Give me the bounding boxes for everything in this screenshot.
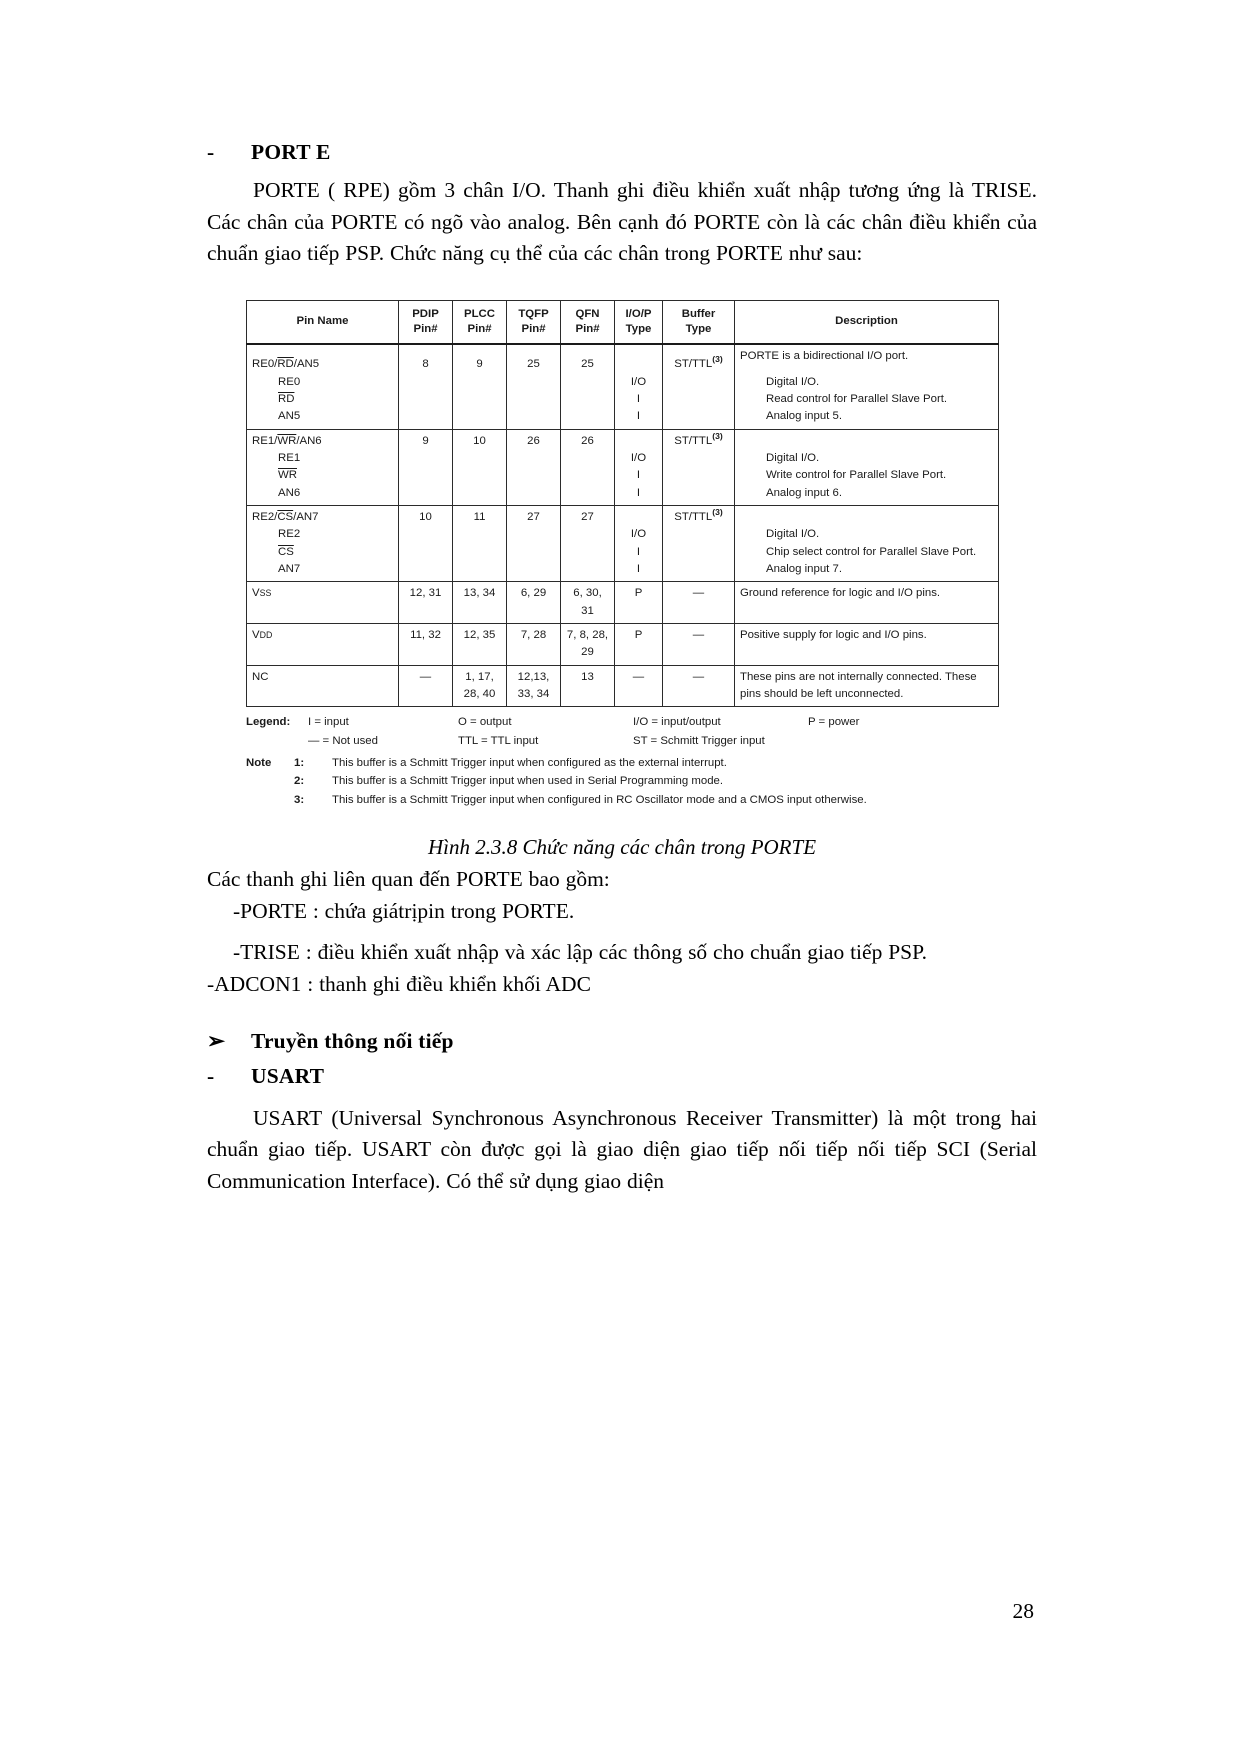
cell-description: Ground reference for logic and I/O pins.: [735, 582, 999, 624]
legend-line-2: [246, 732, 998, 750]
legend-label: Legend:: [246, 716, 291, 729]
legend-line-1: [246, 713, 998, 731]
col-header-plcc: PLCC Pin#: [453, 300, 507, 344]
legend-ttl: TTL = TTL input: [458, 734, 539, 747]
pin-name-primary-re1: $RE1/\overline{WR}/AN6$: [252, 434, 322, 447]
cell-qfn: 6, 30, 31: [561, 582, 615, 624]
table-legend: [246, 713, 998, 750]
arrow-bullet-icon: ➢: [207, 1028, 226, 1053]
cell-qfn: 25: [561, 344, 615, 429]
cell-io-type: —: [615, 665, 663, 707]
table-row: [247, 429, 999, 505]
cell-pdip: —: [399, 665, 453, 707]
col-header-pdip: PDIP Pin#: [399, 300, 453, 344]
heading-usart-label: USART: [251, 1063, 325, 1088]
pin-name-sub-wr: $\overline{WR}$: [278, 469, 297, 482]
cell-buffer-type: —: [663, 665, 735, 707]
cell-io-type: I/O I I: [615, 429, 663, 505]
cell-pdip: 8: [399, 344, 453, 429]
cell-description: Digital I/O. Chip select control for Parallel Slave Port. Analog input 7.: [735, 506, 999, 582]
cell-description: PORTE is a bidirectional I/O port. Digital I/O. Read control for Parallel Slave Port. Analog input 5.: [735, 344, 999, 429]
pin-name-primary-re2: $RE2/\overline{CS}/AN7$: [252, 511, 319, 524]
heading-port-e-label: PORT E: [251, 140, 331, 164]
porte-pin-table: [246, 300, 999, 708]
legend-label-spacer: [246, 732, 308, 750]
col-header-description: Description: [735, 300, 999, 344]
note-text: This buffer is a Schmitt Trigger input when configured in RC Oscillator mode and a CMOS input otherwise.: [332, 793, 867, 806]
table-row: [247, 582, 999, 624]
legend-st: ST = Schmitt Trigger input: [633, 734, 765, 747]
col-header-tqfp: TQFP Pin#: [507, 300, 561, 344]
legend-blank: [808, 732, 998, 750]
cell-pin-name-re2: [247, 506, 399, 582]
page-content: [207, 140, 1037, 1197]
note-item: [246, 754, 998, 772]
cell-tqfp: 7, 28: [507, 624, 561, 666]
table-row: [247, 344, 999, 429]
heading-dash-marker-usart: -: [207, 1063, 215, 1088]
cell-buffer-type: ST/TTL$^{(3)}$: [663, 429, 735, 505]
cell-tqfp: 6, 29: [507, 582, 561, 624]
cell-tqfp: 25: [507, 344, 561, 429]
cell-qfn: 7, 8, 28, 29: [561, 624, 615, 666]
table-header-row: [247, 300, 999, 344]
heading-serial-label: Truyền thông nối tiếp: [251, 1028, 454, 1053]
cell-tqfp: 27: [507, 506, 561, 582]
note-number: 2:: [294, 775, 305, 788]
col-header-buffer-type: Buffer Type: [663, 300, 735, 344]
cell-io-type: P: [615, 624, 663, 666]
figure-caption: Hình 2.3.8 Chức năng các chân trong PORTE: [427, 835, 817, 860]
cell-pdip: 11, 32: [399, 624, 453, 666]
paragraph-trise-register: -TRISE : điều khiển xuất nhập và xác lập các thông số cho chuẩn giao tiếp PSP.: [233, 940, 928, 965]
cell-buffer-type: ST/TTL$^{(3)}$: [663, 506, 735, 582]
cell-buffer-type: —: [663, 624, 735, 666]
note-number: 1:: [294, 756, 305, 769]
cell-plcc: 13, 34: [453, 582, 507, 624]
paragraph-porte-register: -PORTE : chứa giátrịpin trong PORTE.: [233, 898, 575, 923]
note-item: [246, 772, 998, 790]
legend-input: I = input: [308, 716, 349, 729]
footnote-marker: (3): [712, 354, 723, 365]
cell-plcc: 1, 17, 28, 40: [453, 665, 507, 707]
col-header-pin-name: Pin Name: [247, 300, 399, 344]
table-row: [247, 665, 999, 707]
legend-io: I/O = input/output: [633, 716, 721, 729]
cell-buffer-type: ST/TTL$^{(3)}$: [663, 344, 735, 429]
paragraph-porte-intro: PORTE ( RPE) gồm 3 chân I/O. Thanh ghi điều khiển xuất nhập tương ứng là TRISE. Các chân của PORTE có ngõ vào analog. Bên cạnh đó PORTE còn là các chân điều khiển của chuẩn giao tiếp PSP. Chức năng cụ thể của các chân trong PORTE như sau:: [207, 178, 1037, 266]
paragraph-adcon1-register: -ADCON1 : thanh ghi điều khiển khối ADC: [207, 972, 591, 997]
pin-name-primary-re0: $RE0/\overline{RD}/AN5$: [252, 358, 320, 371]
pin-name-sub-an7: AN7: [278, 563, 301, 576]
pin-name-sub-re0: RE0: [278, 375, 301, 388]
cell-plcc: 10: [453, 429, 507, 505]
cell-plcc: 12, 35: [453, 624, 507, 666]
cell-io-type: I/O I I: [615, 344, 663, 429]
cell-pdip: 12, 31: [399, 582, 453, 624]
pin-name-sub-re2: RE2: [278, 528, 301, 541]
pin-name-sub-cs: $\overline{CS}$: [278, 545, 294, 558]
cell-io-type: P: [615, 582, 663, 624]
legend-output: O = output: [458, 716, 512, 729]
legend-power: P = power: [808, 716, 860, 729]
datasheet-table-holder: [246, 300, 998, 809]
table-notes: [246, 754, 998, 809]
note-label: Note: [246, 756, 272, 769]
cell-pin-name-nc: NC: [247, 665, 399, 707]
cell-pin-name-vss: VSS: [247, 582, 399, 624]
heading-port-e: [207, 140, 1037, 165]
cell-pin-name-vdd: VDD: [247, 624, 399, 666]
col-header-qfn: QFN Pin#: [561, 300, 615, 344]
cell-pin-name-re0: [247, 344, 399, 429]
pin-name-sub-an6: AN6: [278, 486, 301, 499]
paragraph-usart-description: USART (Universal Synchronous Asynchronous Receiver Transmitter) là một trong hai chuẩn giao tiếp. USART còn được gọi là giao diện giao tiếp nối tiếp nối tiếp SCI (Serial Communication Interface). Có thể sử dụng giao diện: [207, 1105, 1037, 1193]
heading-usart: [207, 1064, 1037, 1089]
note-item: [246, 791, 998, 809]
cell-description: These pins are not internally connected. These pins should be left unconnected.: [735, 665, 999, 707]
cell-pdip: 9: [399, 429, 453, 505]
pin-name-sub-rd: $\overline{RD}$: [278, 393, 295, 406]
cell-buffer-type: —: [663, 582, 735, 624]
cell-qfn: 27: [561, 506, 615, 582]
figure-porte: [207, 300, 1037, 809]
col-header-io-type: I/O/P Type: [615, 300, 663, 344]
heading-dash-marker: -: [207, 140, 215, 164]
paragraph-registers-intro: Các thanh ghi liên quan đến PORTE bao gồm:: [207, 867, 610, 892]
cell-tqfp: 12,13, 33, 34: [507, 665, 561, 707]
table-row: [247, 506, 999, 582]
footnote-marker: (3): [712, 507, 723, 518]
pin-name-sub-an5: AN5: [278, 410, 301, 423]
cell-plcc: 9: [453, 344, 507, 429]
cell-qfn: 26: [561, 429, 615, 505]
cell-io-type: I/O I I: [615, 506, 663, 582]
cell-qfn: 13: [561, 665, 615, 707]
cell-pin-name-re1: [247, 429, 399, 505]
note-text: This buffer is a Schmitt Trigger input when configured as the external interrupt.: [332, 756, 727, 769]
note-text: This buffer is a Schmitt Trigger input when used in Serial Programming mode.: [332, 775, 724, 788]
note-label-spacer: [246, 772, 294, 790]
cell-description: Digital I/O. Write control for Parallel Slave Port. Analog input 6.: [735, 429, 999, 505]
table-row: [247, 624, 999, 666]
note-number: 3:: [294, 793, 305, 806]
page-number: 28: [1012, 1599, 1034, 1623]
footnote-marker: (3): [712, 430, 723, 441]
cell-tqfp: 26: [507, 429, 561, 505]
note-label-spacer: [246, 791, 294, 809]
pin-name-sub-re1: RE1: [278, 452, 301, 465]
cell-description: Positive supply for logic and I/O pins.: [735, 624, 999, 666]
heading-serial-communication: [207, 1029, 1037, 1054]
cell-pdip: 10: [399, 506, 453, 582]
cell-plcc: 11: [453, 506, 507, 582]
legend-not-used: — = Not used: [308, 734, 378, 747]
